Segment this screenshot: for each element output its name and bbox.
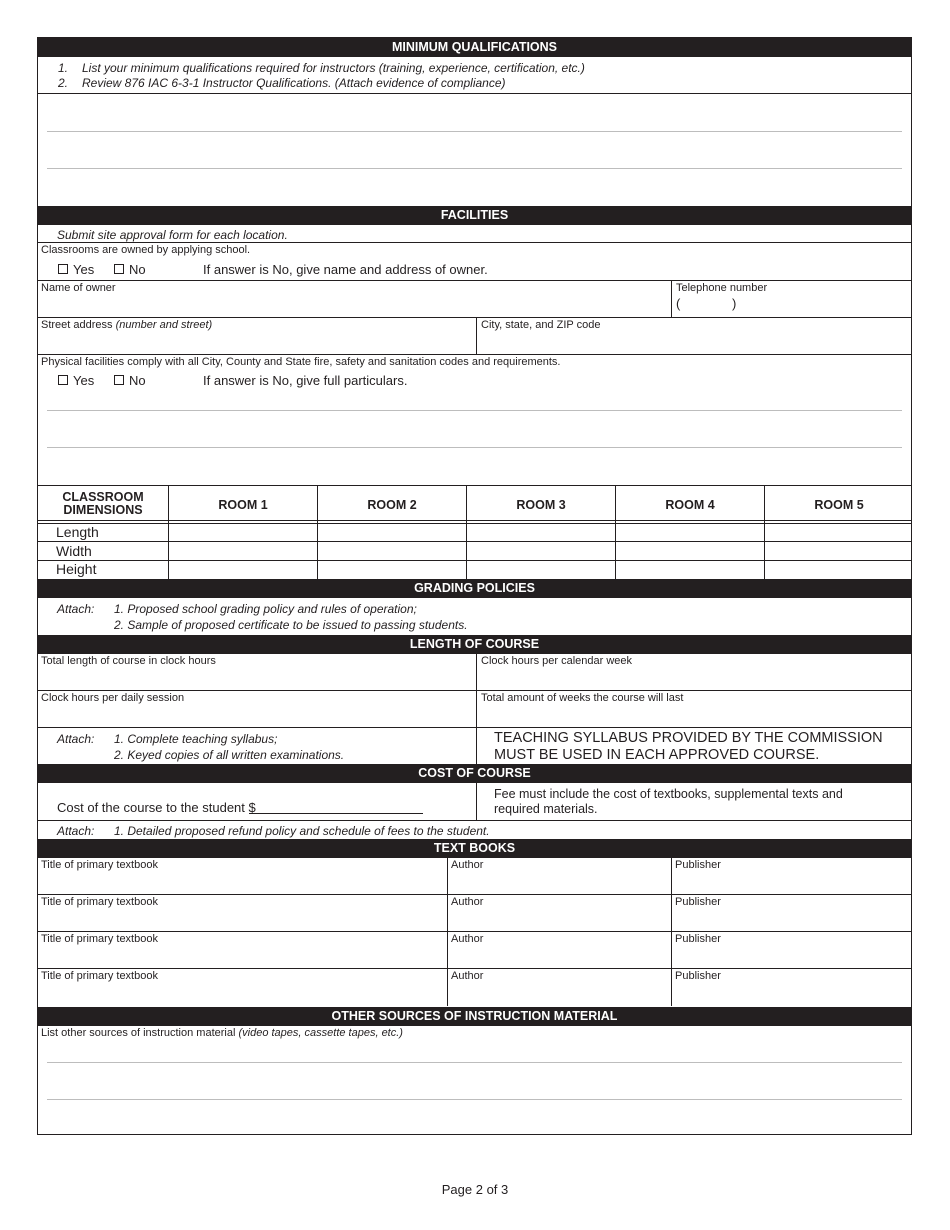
classroom-header-line2: DIMENSIONS xyxy=(63,503,143,517)
other-sources-text: List other sources of instruction material xyxy=(41,1027,236,1039)
total-weeks-label: Total amount of weeks the course will last xyxy=(481,692,684,704)
divider xyxy=(671,858,672,1006)
owned-if-no-instruction: If answer is No, give name and address of owner. xyxy=(203,262,488,277)
grading-attach-label: Attach: xyxy=(57,602,95,616)
grading-item1: 1. Proposed school grading policy and rules of operation; xyxy=(114,602,417,616)
room-1-header: ROOM 1 xyxy=(218,498,268,512)
divider xyxy=(168,485,169,579)
textbook-author-label: Author xyxy=(451,933,484,945)
hours-per-week-label: Clock hours per calendar week xyxy=(481,655,633,667)
divider xyxy=(38,280,911,281)
syllabus-notice-line1: TEACHING SYLLABUS PROVIDED BY THE COMMISSION xyxy=(494,730,883,746)
divider xyxy=(671,280,672,317)
divider xyxy=(317,485,318,579)
syllabus-notice xyxy=(494,730,883,764)
divider xyxy=(38,727,911,728)
divider xyxy=(38,242,911,243)
name-of-owner-label: Name of owner xyxy=(41,282,116,294)
textbook-title-label: Title of primary textbook xyxy=(41,933,158,945)
write-line[interactable] xyxy=(47,1099,902,1100)
city-state-zip-label: City, state, and ZIP code xyxy=(481,319,601,331)
divider xyxy=(615,485,616,579)
min-qual-item2-number: 2. xyxy=(58,76,69,90)
street-address-text: Street address xyxy=(41,319,113,331)
page-number: Page 2 of 3 xyxy=(441,1182,509,1197)
divider xyxy=(38,931,911,932)
application-form xyxy=(37,37,912,1135)
other-sources-hint: (video tapes, cassette tapes, etc.) xyxy=(238,1027,403,1039)
cost-label: Cost of the course to the student $ xyxy=(57,800,256,815)
write-line[interactable] xyxy=(47,447,902,448)
comply-if-no-instruction: If answer is No, give full particulars. xyxy=(203,373,408,388)
total-hours-label: Total length of course in clock hours xyxy=(41,655,216,667)
textbook-title-label: Title of primary textbook xyxy=(41,859,158,871)
hours-per-session-label: Clock hours per daily session xyxy=(41,692,185,704)
room-3-header: ROOM 3 xyxy=(516,498,566,512)
cost-attach-label: Attach: xyxy=(57,824,95,838)
textbook-publisher-label: Publisher xyxy=(675,859,721,871)
write-line[interactable] xyxy=(47,1062,902,1063)
room-4-header: ROOM 4 xyxy=(665,498,715,512)
divider xyxy=(476,654,477,764)
divider xyxy=(447,858,448,1006)
comply-no-checkbox[interactable] xyxy=(114,375,124,385)
comply-no-label: No xyxy=(129,373,146,388)
textbook-publisher-label: Publisher xyxy=(675,933,721,945)
textbook-author-label: Author xyxy=(451,859,484,871)
syllabus-notice-line2: MUST BE USED IN EACH APPROVED COURSE. xyxy=(494,747,820,763)
phone-area-close: ) xyxy=(732,296,737,311)
textbook-title-label: Title of primary textbook xyxy=(41,896,158,908)
dimension-length-label: Length xyxy=(56,524,99,540)
length-item2: 2. Keyed copies of all written examinations. xyxy=(114,748,345,762)
classroom-dimensions-header xyxy=(38,491,168,517)
min-qual-item1-number: 1. xyxy=(58,61,69,75)
length-item1: 1. Complete teaching syllabus; xyxy=(114,732,278,746)
write-line[interactable] xyxy=(47,131,902,132)
owned-no-checkbox[interactable] xyxy=(114,264,124,274)
other-sources-label xyxy=(41,1027,403,1039)
grading-item2: 2. Sample of proposed certificate to be issued to passing students. xyxy=(114,618,468,632)
phone-area-open: ( xyxy=(676,296,681,311)
divider xyxy=(476,317,477,354)
divider xyxy=(476,783,477,820)
fee-note-line1: Fee must include the cost of textbooks, supplemental texts and xyxy=(494,787,843,801)
fee-note xyxy=(494,787,843,817)
divider xyxy=(38,93,911,94)
comply-yes-checkbox[interactable] xyxy=(58,375,68,385)
owned-yes-label: Yes xyxy=(73,262,95,277)
grading-policies-header: GRADING POLICIES xyxy=(38,579,911,598)
site-approval-note: Submit site approval form for each location. xyxy=(57,228,288,242)
divider xyxy=(764,485,765,579)
textbook-title-label: Title of primary textbook xyxy=(41,970,158,982)
cost-input-line[interactable] xyxy=(249,813,423,814)
dimension-width-label: Width xyxy=(56,543,92,559)
street-address-label xyxy=(41,319,212,331)
divider xyxy=(38,560,911,561)
divider xyxy=(38,317,911,318)
cost-item1: 1. Detailed proposed refund policy and schedule of fees to the student. xyxy=(114,824,490,838)
min-qual-item1: List your minimum qualifications required for instructors (training, experience, certification, etc.) xyxy=(82,61,585,75)
room-5-header: ROOM 5 xyxy=(814,498,864,512)
owned-question: Classrooms are owned by applying school. xyxy=(41,244,251,256)
cost-of-course-header: COST OF COURSE xyxy=(38,764,911,783)
room-2-header: ROOM 2 xyxy=(367,498,417,512)
textbook-author-label: Author xyxy=(451,970,484,982)
other-sources-header: OTHER SOURCES OF INSTRUCTION MATERIAL xyxy=(38,1007,911,1026)
divider xyxy=(38,820,911,821)
facilities-header: FACILITIES xyxy=(38,206,911,225)
textbook-publisher-label: Publisher xyxy=(675,970,721,982)
textbook-publisher-label: Publisher xyxy=(675,896,721,908)
fee-note-line2: required materials. xyxy=(494,802,598,816)
owned-no-label: No xyxy=(129,262,146,277)
length-attach-label: Attach: xyxy=(57,732,95,746)
length-of-course-header: LENGTH OF COURSE xyxy=(38,635,911,654)
textbook-author-label: Author xyxy=(451,896,484,908)
dimension-height-label: Height xyxy=(56,561,97,577)
min-qual-item2: Review 876 IAC 6-3-1 Instructor Qualifications. (Attach evidence of compliance) xyxy=(82,76,506,90)
divider xyxy=(38,968,911,969)
divider xyxy=(38,690,911,691)
street-address-hint: (number and street) xyxy=(115,319,213,331)
comply-question: Physical facilities comply with all City, County and State fire, safety and sanitation codes and requirements. xyxy=(41,356,561,368)
divider xyxy=(466,485,467,579)
text-books-header: TEXT BOOKS xyxy=(38,839,911,858)
telephone-label: Telephone number xyxy=(676,282,768,294)
write-line[interactable] xyxy=(47,410,902,411)
owned-yes-checkbox[interactable] xyxy=(58,264,68,274)
divider xyxy=(38,894,911,895)
classroom-header-line1: CLASSROOM xyxy=(62,490,144,504)
comply-yes-label: Yes xyxy=(73,373,95,388)
write-line[interactable] xyxy=(47,168,902,169)
divider xyxy=(38,354,911,355)
min-qualifications-header: MINIMUM QUALIFICATIONS xyxy=(38,38,911,57)
divider xyxy=(38,541,911,542)
